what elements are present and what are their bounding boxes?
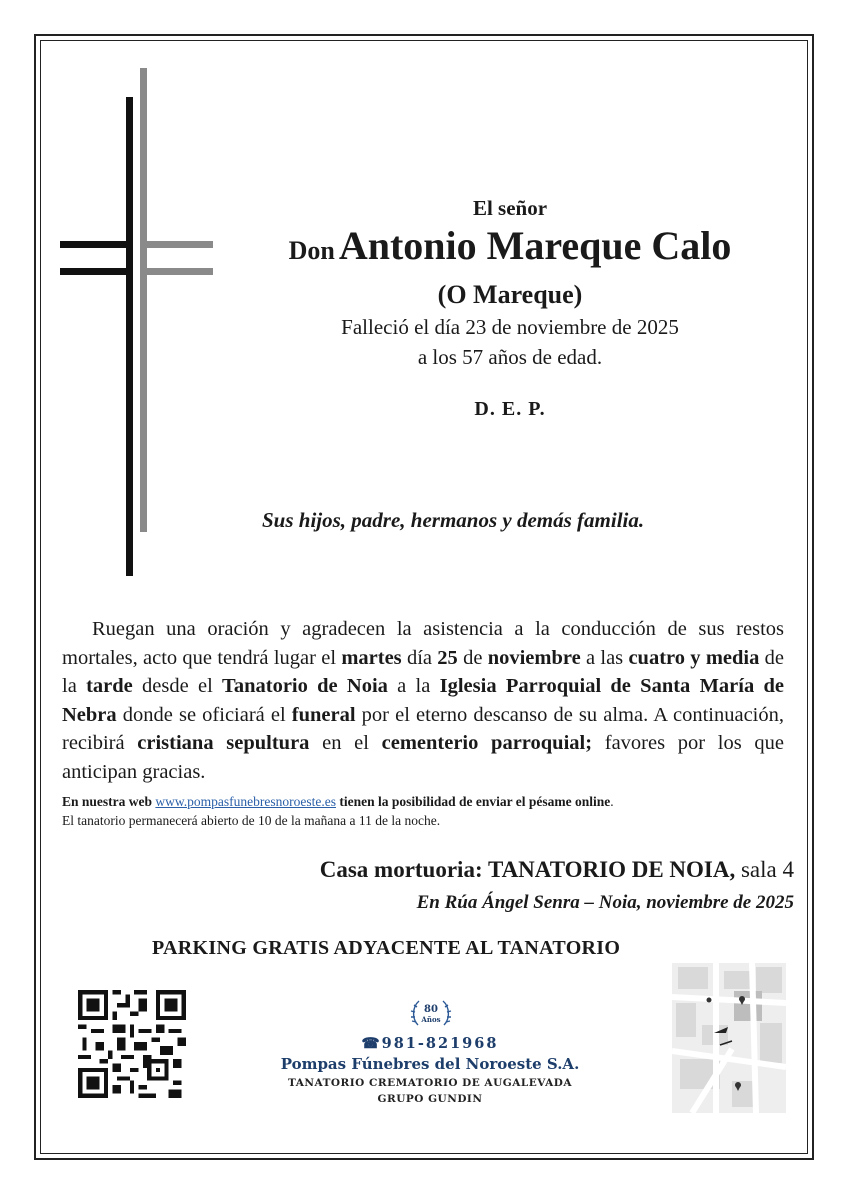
deceased-name: Antonio Mareque Calo — [338, 223, 732, 268]
logo-number: 80 — [424, 1004, 438, 1015]
company-subtitle: TANATORIO CREMATORIO DE AUGALEVADA — [288, 1077, 572, 1089]
rip-text: D. E. P. — [474, 398, 546, 420]
announcement-paragraph: Ruegan una oración y agradecen la asistencia a la conducción de sus restos mortales, acto que tendrá lugar el martes día 25 de noviembre a las cuatro y media de la tarde desde el Tanatorio de Noia a la Iglesia Parroquial de Santa María de Nebra donde se oficiará el funeral por el eterno descanso de su alma. A continuación, recibirá cristiana sepultura en el cementerio parroquial; favores por los que anticipan gracias. — [62, 618, 785, 783]
intro-text: El señor — [472, 196, 548, 220]
qr-code[interactable] — [78, 990, 186, 1098]
opening-hours: El tanatorio permanecerá abierto de 10 de la mañana a 11 de la noche. — [62, 813, 441, 828]
website-link[interactable]: www.pompasfunebresnoroeste.es — [155, 794, 336, 809]
company-name: Pompas Fúnebres del Noroeste S.A. — [280, 1055, 580, 1073]
location-date: En Rúa Ángel Senra – Noia, noviembre de 2025 — [416, 892, 794, 913]
nickname: (O Mareque) — [437, 280, 583, 309]
company-phone[interactable]: ☎981-821968 — [361, 1035, 499, 1052]
company-logo — [408, 995, 454, 1033]
logo-caption: Años — [421, 1015, 441, 1024]
age-at-death: a los 57 años de edad. — [417, 345, 603, 369]
family-line: Sus hijos, padre, hermanos y demás familia. — [262, 508, 645, 532]
parking-notice: PARKING GRATIS ADYACENTE AL TANATORIO — [152, 937, 621, 959]
death-date: Falleció el día 23 de noviembre de 2025 — [341, 315, 679, 339]
death-info — [250, 312, 770, 372]
web-notice: En nuestra web www.pompasfunebresnoroeste.es tienen la posibilidad de enviar el pésame online. — [62, 794, 614, 809]
funeral-home: Casa mortuoria: TANATORIO DE NOIA, sala 4 — [319, 857, 794, 882]
telephone-icon: ☎ — [361, 1035, 382, 1052]
company-group: GRUPO GUNDIN — [377, 1093, 483, 1105]
honorific: Don — [288, 236, 335, 265]
deceased-name-line — [250, 222, 770, 269]
location-map[interactable] — [672, 963, 786, 1113]
